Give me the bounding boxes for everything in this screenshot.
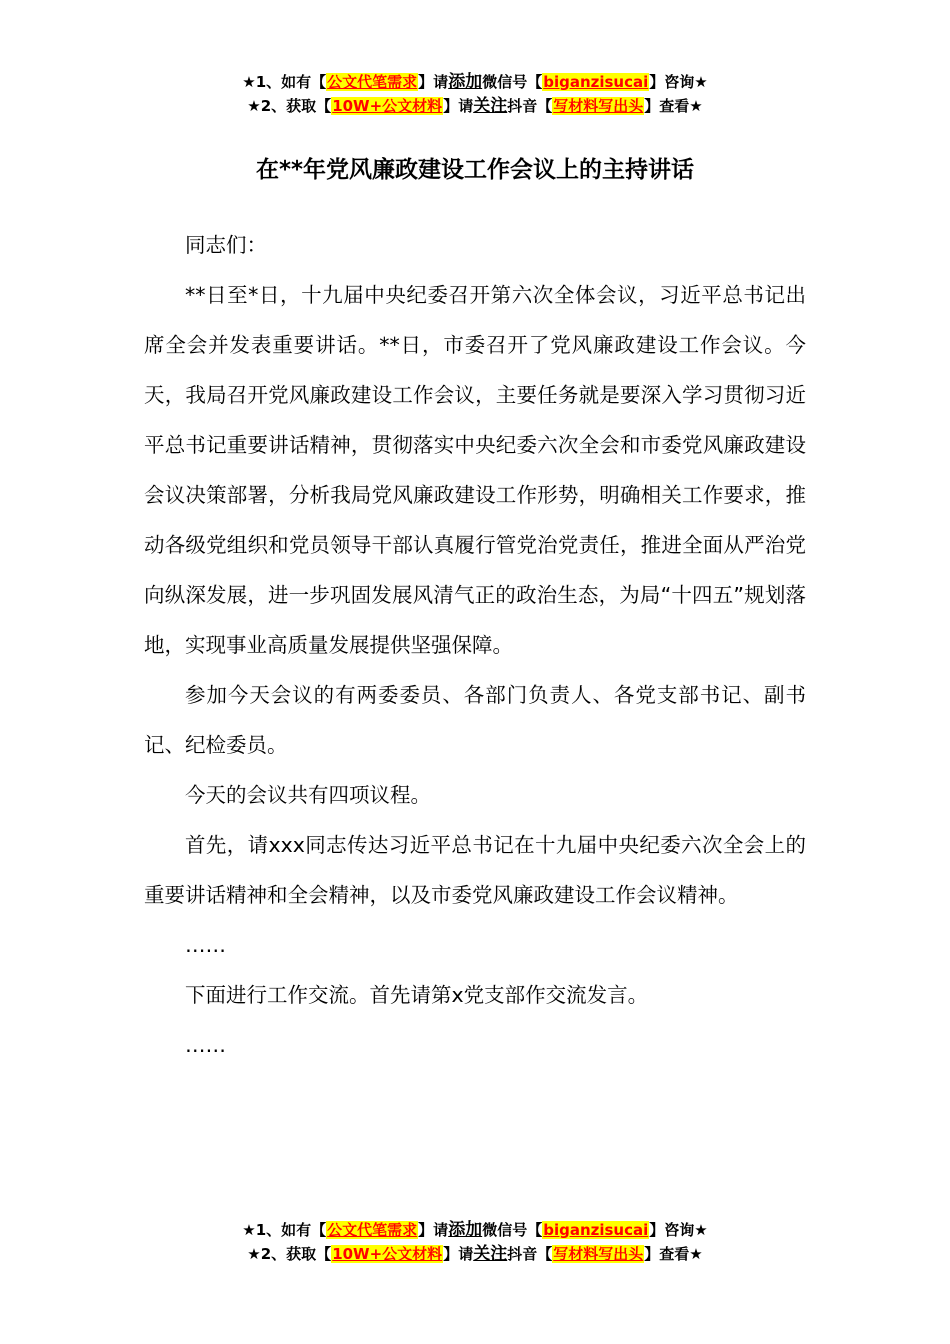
douyin-account-highlight: 写材料写出头	[553, 1245, 644, 1263]
wechat-id-highlight: biganzisucai	[543, 73, 649, 91]
follow-emphasis: 关注	[473, 1244, 508, 1264]
footer-line-1-prefix: ★1、如有【	[242, 1221, 327, 1239]
footer-line-2-prefix: ★2、获取【	[247, 1245, 332, 1263]
add-emphasis: 添加	[448, 1220, 483, 1240]
add-emphasis: 添加	[448, 72, 483, 92]
body-paragraph: 下面进行工作交流。首先请第x党支部作交流发言。	[185, 983, 649, 1007]
header-line-2	[0, 94, 950, 118]
header-line-2-douyin-label: 抖音【	[507, 97, 553, 115]
footer-line-2-douyin-label: 抖音【	[507, 1245, 553, 1263]
footer-line-2-suffix: 】查看★	[644, 1245, 703, 1263]
footer-line-2	[0, 1242, 950, 1266]
follow-emphasis: 关注	[473, 96, 508, 116]
ghostwriting-service-highlight: 公文代笔需求	[327, 73, 418, 91]
header-banner	[0, 70, 950, 118]
header-line-1-mid: 】请	[418, 73, 449, 91]
header-line-2-suffix: 】查看★	[644, 97, 703, 115]
footer-line-2-mid: 】请	[443, 1245, 474, 1263]
douyin-account-highlight: 写材料写出头	[553, 97, 644, 115]
body-paragraph: **日至*日，十九届中央纪委召开第六次全体会议，习近平总书记出席全会并发表重要讲话。**日，市委召开了党风廉政建设工作会议。今天，我局召开党风廉政建设工作会议，主要任务就是要深入学习贯彻习近平总书记重要讲话精神，贯彻落实中央纪委六次全会和市委党风廉政建设会议决策部署，分析我局党风廉政建设工作形势，明确相关工作要求，推动各级党组织和党员领导干部认真履行管党治党责任，推进全面从严治党向纵深发展，进一步巩固发展风清气正的政治生态，为局“十四五”规划落地，实现事业高质量发展提供坚强保障。	[144, 283, 806, 657]
footer-line-1-mid: 】请	[418, 1221, 449, 1239]
ghostwriting-service-highlight: 公文代笔需求	[327, 1221, 418, 1239]
ellipsis: ……	[185, 933, 226, 957]
header-line-2-prefix: ★2、获取【	[247, 97, 332, 115]
salutation: 同志们：	[185, 233, 267, 257]
footer-line-1	[0, 1218, 950, 1242]
footer-line-1-suffix: 】咨询★	[649, 1221, 708, 1239]
header-line-1-suffix: 】咨询★	[649, 73, 708, 91]
footer-banner	[0, 1218, 950, 1266]
body-paragraph: 首先，请xxx同志传达习近平总书记在十九届中央纪委六次全会上的重要讲话精神和全会精神，以及市委党风廉政建设工作会议精神。	[144, 833, 806, 907]
document-title: 在**年党风廉政建设工作会议上的主持讲话	[255, 157, 695, 183]
body-paragraph: 参加今天会议的有两委委员、各部门负责人、各党支部书记、副书记、纪检委员。	[144, 683, 806, 757]
ellipsis: ……	[185, 1033, 226, 1057]
materials-highlight: 10W+公文材料	[332, 97, 443, 115]
wechat-id-highlight: biganzisucai	[543, 1221, 649, 1239]
header-line-2-mid: 】请	[443, 97, 474, 115]
document-body	[144, 220, 806, 1070]
header-line-1-wechat-label: 微信号【	[482, 73, 543, 91]
header-line-1	[0, 70, 950, 94]
footer-line-1-wechat-label: 微信号【	[482, 1221, 543, 1239]
materials-highlight: 10W+公文材料	[332, 1245, 443, 1263]
header-line-1-prefix: ★1、如有【	[242, 73, 327, 91]
body-paragraph: 今天的会议共有四项议程。	[185, 783, 431, 807]
